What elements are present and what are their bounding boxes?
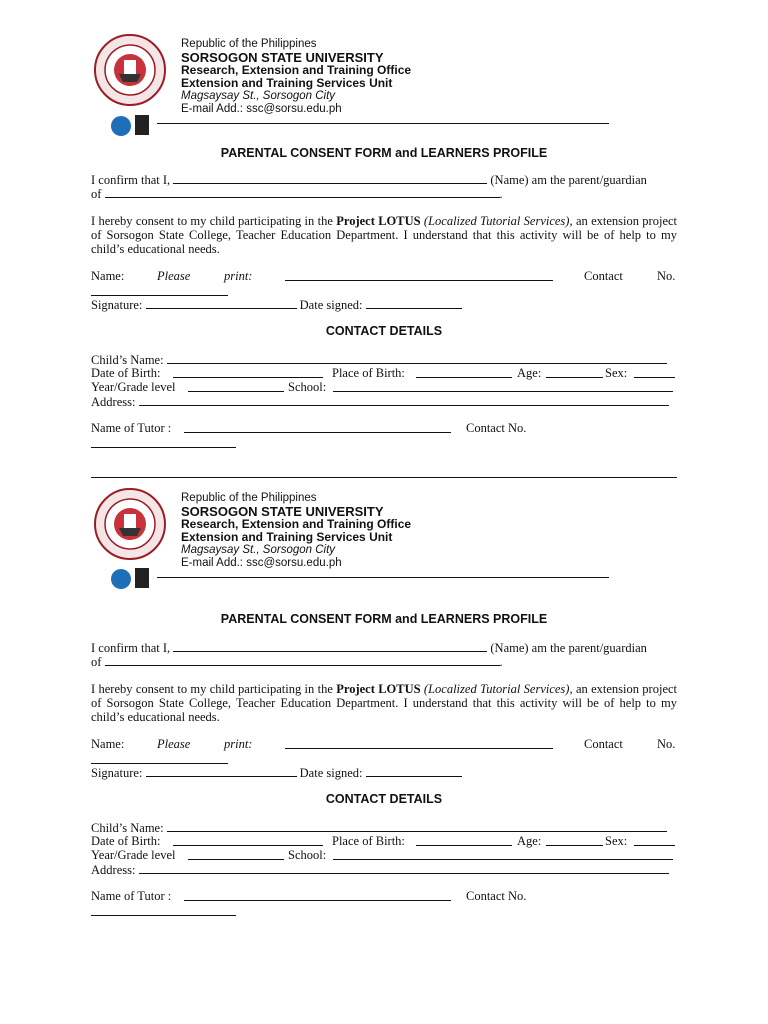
- project-name: Project LOTUS: [336, 682, 421, 696]
- letterhead: [181, 492, 411, 570]
- signature-field[interactable]: [146, 297, 297, 309]
- date-signed-label: Date signed:: [299, 298, 363, 312]
- address-field[interactable]: [139, 394, 669, 406]
- date-signed-field[interactable]: [366, 765, 462, 777]
- please-label: Please: [157, 737, 191, 751]
- confirm-lead: I confirm that I,: [91, 173, 171, 187]
- contact-no-label: No.: [657, 737, 676, 751]
- of-label: of: [91, 187, 102, 201]
- dob-label: Date of Birth:: [91, 366, 161, 380]
- contact-label: Contact: [584, 269, 623, 283]
- tutor-contact-field[interactable]: [91, 904, 236, 916]
- pob-label: Place of Birth:: [332, 366, 405, 380]
- header-address: Magsaysay St., Sorsogon City: [181, 544, 336, 556]
- university-seal-icon: [91, 488, 169, 560]
- header-email: E-mail Add.: ssc@sorsu.edu.ph: [181, 103, 342, 115]
- child-name-label: Child’s Name:: [91, 353, 164, 367]
- school-field[interactable]: [333, 848, 673, 860]
- pob-field[interactable]: [416, 834, 512, 846]
- contact-no-label: No.: [657, 269, 676, 283]
- contact-number-field[interactable]: [91, 284, 228, 296]
- consent-form-2: [0, 455, 768, 925]
- print-name-field[interactable]: [285, 269, 553, 281]
- header-republic: Republic of the Philippines: [181, 38, 317, 50]
- sex-field[interactable]: [634, 366, 675, 378]
- school-label: School:: [288, 848, 327, 862]
- print-name-field[interactable]: [285, 737, 553, 749]
- tutor-label: Name of Tutor :: [91, 889, 172, 903]
- child-of-field[interactable]: [105, 186, 500, 198]
- signature-field[interactable]: [146, 765, 297, 777]
- dob-field[interactable]: [173, 834, 323, 846]
- year-label: Year/Grade level: [91, 380, 176, 394]
- confirm-line: [91, 640, 677, 655]
- signature-label: Signature:: [91, 298, 143, 312]
- please-label: Please: [157, 269, 191, 283]
- child-name-line: [91, 352, 677, 367]
- project-name: Project LOTUS: [336, 214, 421, 228]
- pob-label: Place of Birth:: [332, 834, 405, 848]
- consent-text-2: an extension project of Sorsogon State College, Teacher Education Department. I understand that this activity will be of help to my child’s educational needs.: [91, 214, 678, 256]
- sex-field[interactable]: [634, 834, 675, 846]
- contact-label: Contact: [584, 737, 623, 751]
- dob-label: Date of Birth:: [91, 834, 161, 848]
- date-signed-field[interactable]: [366, 297, 462, 309]
- letterhead: [181, 38, 411, 116]
- header-rule: [157, 577, 609, 578]
- name-label: Name:: [91, 269, 125, 283]
- school-label: School:: [288, 380, 327, 394]
- school-field[interactable]: [333, 380, 673, 392]
- sex-label: Sex:: [605, 834, 628, 848]
- project-subtitle: (Localized Tutorial Services),: [423, 682, 573, 696]
- header-republic: Republic of the Philippines: [181, 492, 317, 504]
- consent-paragraph: [91, 682, 677, 724]
- header-rule: [157, 123, 609, 124]
- age-label: Age:: [517, 366, 542, 380]
- year-field[interactable]: [188, 848, 284, 860]
- signature-line: [91, 765, 677, 780]
- year-label: Year/Grade level: [91, 848, 176, 862]
- header-unit: Extension and Training Services Unit: [181, 76, 393, 90]
- header-office: Research, Extension and Training Office: [181, 63, 412, 77]
- project-subtitle: (Localized Tutorial Services),: [423, 214, 573, 228]
- certification-badge-icon: [135, 568, 149, 588]
- parent-name-field[interactable]: [173, 172, 487, 184]
- tutor-contact-label: Contact No.: [466, 889, 527, 903]
- tutor-field[interactable]: [184, 421, 451, 433]
- certification-badge-icon: [135, 115, 149, 135]
- university-seal-icon: [91, 34, 169, 106]
- address-label: Address:: [91, 863, 136, 877]
- confirm-lead: I confirm that I,: [91, 641, 171, 655]
- of-label: of: [91, 655, 102, 669]
- of-line: of .: [91, 187, 503, 201]
- tutor-field[interactable]: [184, 889, 451, 901]
- contact-details-title: CONTACT DETAILS: [325, 324, 443, 338]
- header-university: SORSOGON STATE UNIVERSITY: [181, 50, 384, 65]
- tutor-label: Name of Tutor :: [91, 421, 172, 435]
- address-line: [91, 394, 677, 409]
- nqa-badge-icon: [111, 116, 131, 136]
- form-title: PARENTAL CONSENT FORM and LEARNERS PROFILE: [220, 612, 548, 626]
- contact-details-title: CONTACT DETAILS: [325, 792, 443, 806]
- pob-field[interactable]: [416, 366, 512, 378]
- nqa-badge-icon: [111, 569, 131, 589]
- age-label: Age:: [517, 834, 542, 848]
- child-name-label: Child’s Name:: [91, 821, 164, 835]
- consent-text-1: I hereby consent to my child participating in the: [91, 682, 333, 696]
- consent-text-1: I hereby consent to my child participating in the: [91, 214, 333, 228]
- consent-form-1: [0, 0, 768, 470]
- address-line: [91, 862, 677, 877]
- header-email: E-mail Add.: ssc@sorsu.edu.ph: [181, 557, 342, 569]
- consent-paragraph: [91, 214, 677, 256]
- header-university: SORSOGON STATE UNIVERSITY: [181, 504, 384, 519]
- print-label: print:: [224, 737, 253, 751]
- date-signed-label: Date signed:: [299, 766, 363, 780]
- year-field[interactable]: [188, 380, 284, 392]
- confirm-line: [91, 172, 677, 187]
- tutor-contact-field-line: [91, 904, 677, 919]
- print-label: print:: [224, 269, 253, 283]
- dob-field[interactable]: [173, 366, 323, 378]
- header-address: Magsaysay St., Sorsogon City: [181, 90, 336, 102]
- of-line: of .: [91, 655, 503, 669]
- child-name-line: [91, 820, 677, 835]
- address-field[interactable]: [139, 862, 669, 874]
- tutor-contact-field-line: [91, 436, 677, 451]
- consent-text-2: an extension project of Sorsogon State College, Teacher Education Department. I understand that this activity will be of help to my child’s educational needs.: [91, 682, 678, 724]
- parent-name-field[interactable]: [173, 640, 487, 652]
- child-name-field[interactable]: [167, 820, 667, 832]
- header-office: Research, Extension and Training Office: [181, 517, 412, 531]
- header-unit: Extension and Training Services Unit: [181, 530, 393, 544]
- signature-line: [91, 297, 677, 312]
- tutor-contact-label: Contact No.: [466, 421, 527, 435]
- age-field[interactable]: [546, 834, 603, 846]
- contact-number-field[interactable]: [91, 752, 228, 764]
- child-name-field[interactable]: [167, 352, 667, 364]
- name-label: Name:: [91, 737, 125, 751]
- tutor-contact-field[interactable]: [91, 436, 236, 448]
- confirm-name-label: (Name) am the parent/guardian: [490, 641, 647, 655]
- sex-label: Sex:: [605, 366, 628, 380]
- confirm-name-label: (Name) am the parent/guardian: [490, 173, 647, 187]
- address-label: Address:: [91, 395, 136, 409]
- child-of-field[interactable]: [105, 654, 500, 666]
- signature-label: Signature:: [91, 766, 143, 780]
- age-field[interactable]: [546, 366, 603, 378]
- form-title: PARENTAL CONSENT FORM and LEARNERS PROFILE: [220, 146, 548, 160]
